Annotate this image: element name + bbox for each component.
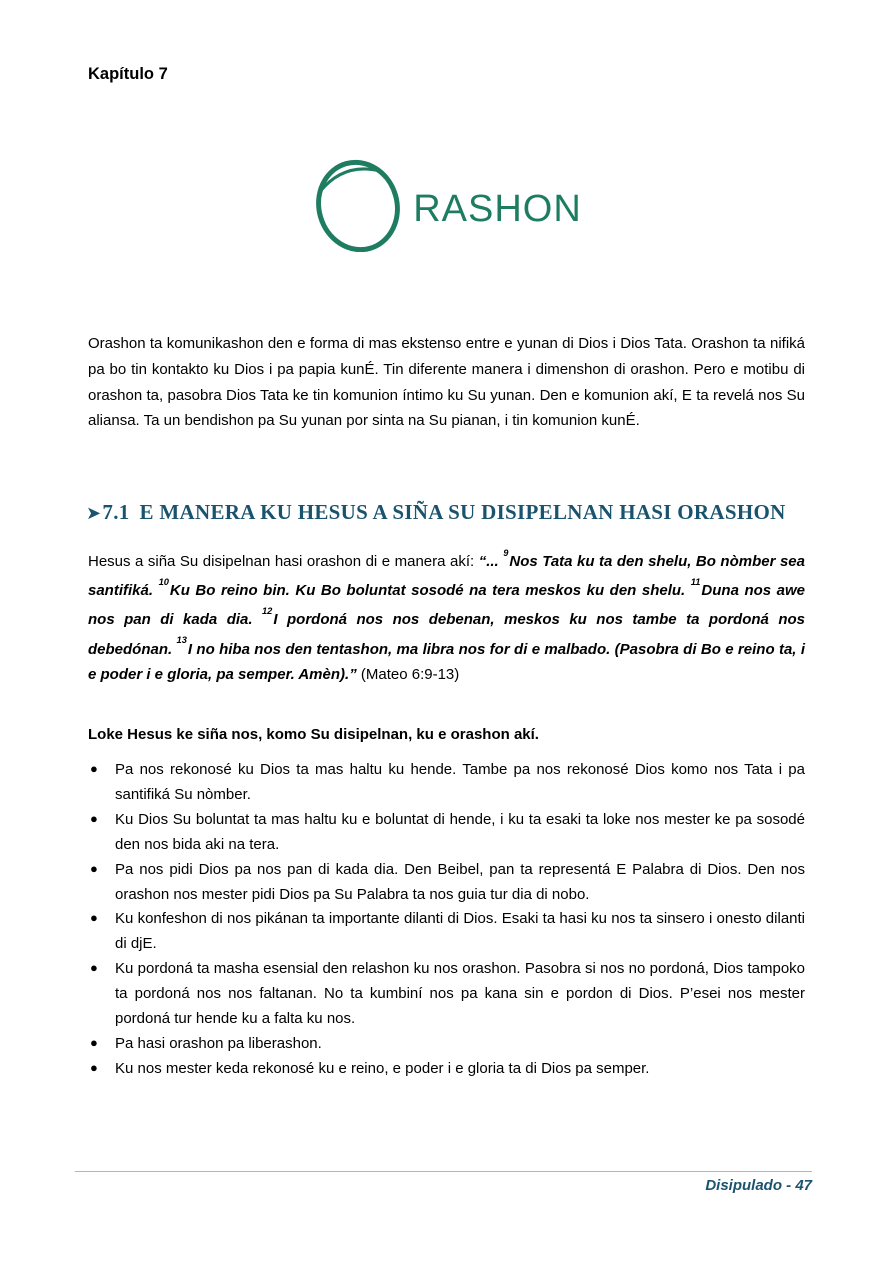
- verse-number: 12: [262, 606, 273, 617]
- list-item: [88, 858, 805, 908]
- verse-text: Duna nos awe nos pan di kada dia.: [88, 582, 805, 629]
- scripture-reference: (Mateo 6:9-13): [356, 665, 460, 683]
- chapter-label: Kapítulo 7: [88, 65, 168, 83]
- footer-divider: [75, 1171, 812, 1172]
- verse-text: I no hiba nos den tentashon, ma libra nos for di e malbado. (Pasobra di Bo e reino ta, i e poder i e gloria, pa semper. Amèn).”: [88, 640, 806, 683]
- chapter-logo: [0, 156, 892, 252]
- verse-number: 9: [503, 547, 509, 558]
- bullet-icon: ●: [90, 1034, 98, 1050]
- list-item: [88, 1032, 805, 1057]
- section-number: 7.1: [102, 500, 130, 524]
- list-item: [88, 808, 805, 858]
- page-number: Disipulado - 47: [705, 1177, 812, 1194]
- quote-open: “...: [478, 553, 504, 570]
- list-item-text: Pa nos pidi Dios pa nos pan di kada dia. Den Beibel, pan ta representá E Palabra di Dios. Den nos orashon nos mester pidi Dios pa Su Palabra ta nos guia tur dia di nobo.: [115, 860, 805, 903]
- list-item-text: Ku konfeshon di nos pikánan ta importante dilanti di Dios. Esaki ta hasi ku nos ta sinsero i onesto dilanti di djE.: [115, 910, 805, 953]
- section-title: E MANERA KU HESUS A SIÑA SU DISIPELNAN HASI ORASHON: [139, 500, 786, 524]
- bullet-icon: ●: [90, 1059, 98, 1075]
- list-item-text: Ku pordoná ta masha esensial den relashon ku nos orashon. Pasobra si nos no pordoná, Dios tampoko ta pordoná nos nos faltanan. No ta kumbiní nos pa kana sin e pordon di Dios. P’esei nos mester pordoná tur hende ku a falta ku nos.: [115, 960, 805, 1028]
- bullet-icon: ●: [90, 761, 98, 776]
- scripture-lead: Hesus a siña Su disipelnan hasi orashon di e manera akí:: [88, 553, 479, 570]
- chapter-logo-text: RASHON: [413, 188, 582, 230]
- bullet-list: [88, 758, 805, 1082]
- intro-paragraph: Orashon ta komunikashon den e forma di mas ekstenso entre e yunan di Dios i Dios Tata. Orashon ta nifiká pa bo tin kontakto ku Dios i pa papia kunÉ. Tin diferente manera i dimenshon di orashon. Pero e motibu di orashon ta, pasobra Dios Tata ke tin komunion íntimo ku Su yunan. Den e komunion akí, E ta revelá nos Su aliansa. Ta un bendishon pa Su yunan por sinta na Su pianan, i tin komunion kunÉ.: [88, 335, 805, 430]
- verse-text: Nos Tata ku ta den shelu, Bo nòmber sea santifiká.: [88, 553, 805, 600]
- list-item-text: Ku nos mester keda rekonosé ku e reino, e poder i e gloria ta di Dios pa semper.: [115, 1059, 650, 1077]
- scripture-quote: [88, 547, 806, 683]
- list-item: [88, 907, 805, 957]
- list-intro: Loke Hesus ke siña nos, komo Su disipelnan, ku e orashon akí.: [88, 726, 539, 743]
- arrow-icon: ➤: [86, 503, 102, 524]
- verse-number: 10: [158, 577, 169, 588]
- list-item: [88, 957, 805, 1032]
- list-item-text: Pa nos rekonosé ku Dios ta mas haltu ku hende. Tambe pa nos rekonosé Dios komo nos Tata i pa santifiká Su nòmber.: [115, 761, 805, 803]
- list-item-text: Pa hasi orashon pa liberashon.: [115, 1034, 322, 1052]
- bullet-icon: ●: [90, 810, 98, 826]
- verse-text: Ku Bo reino bin. Ku Bo boluntat sosodé na tera meskos ku den shelu.: [169, 582, 691, 600]
- verse-number: 13: [176, 635, 187, 646]
- verse-text: I pordoná nos nos debenan, meskos ku nos tambe ta pordoná nos debedónan.: [88, 611, 805, 658]
- scripture-paragraph: [88, 545, 805, 687]
- bullet-icon: ●: [90, 960, 98, 976]
- list-item-text: Ku Dios Su boluntat ta mas haltu ku e boluntat di hende, i ku ta esaki ta loke nos mester ke pa sosodé den nos bida aki na tera.: [115, 810, 805, 853]
- logo-o-icon: [310, 156, 406, 252]
- section-heading: [86, 499, 856, 527]
- verse-number: 11: [690, 577, 701, 588]
- bullet-icon: ●: [90, 910, 98, 926]
- list-item: [88, 758, 805, 808]
- bullet-icon: ●: [90, 860, 98, 876]
- list-item: [88, 1057, 805, 1082]
